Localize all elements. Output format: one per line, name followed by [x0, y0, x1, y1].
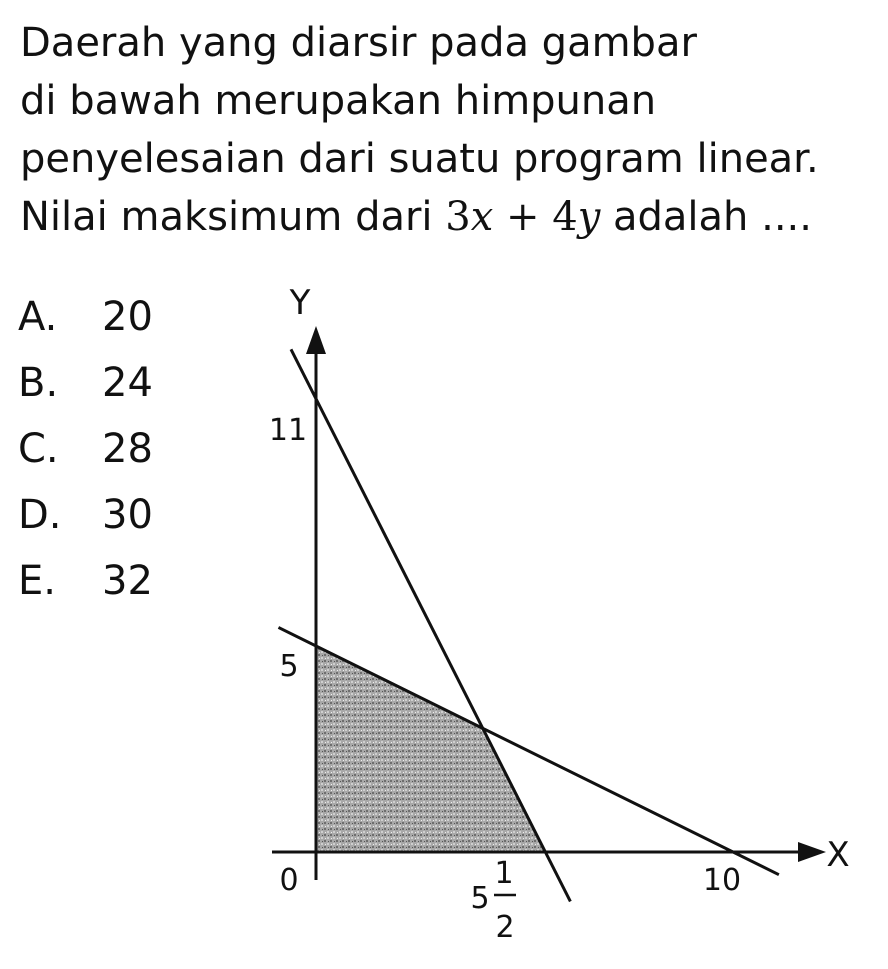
question-line-3: penyelesaian dari suatu program linear. [20, 136, 819, 182]
question-line-4-suffix: adalah .... [600, 194, 812, 240]
option-letter: C. [18, 426, 59, 472]
option-letter: E. [18, 558, 56, 604]
origin-label: 0 [279, 863, 299, 898]
expr-coef-2: 4 [552, 194, 578, 240]
y-tick-label-5: 5 [279, 649, 299, 684]
x-tick-label-numerator: 1 [494, 856, 514, 891]
option-letter: B. [18, 360, 59, 406]
y-axis-arrow-icon [306, 326, 326, 354]
expr-var-1: x [470, 194, 494, 240]
option-value: 28 [102, 426, 153, 472]
expr-coef-1: 3 [445, 194, 471, 240]
option-letter: A. [18, 294, 58, 340]
x-axis-label: X [826, 835, 850, 875]
x-axis-arrow-icon [798, 842, 826, 862]
option-value: 20 [102, 294, 153, 340]
shaded-region [316, 646, 545, 852]
option-value: 32 [102, 558, 153, 604]
x-tick-label-denominator: 2 [495, 910, 515, 945]
x-tick-label-10: 10 [702, 863, 742, 898]
option-letter: D. [18, 492, 62, 538]
option-value: 30 [102, 492, 153, 538]
y-axis-label: Y [289, 283, 311, 323]
question-line-1: Daerah yang diarsir pada gambar [20, 20, 697, 66]
question-line-4-prefix: Nilai maksimum dari [20, 194, 446, 240]
expr-operator: + [493, 194, 553, 240]
x-tick-label-whole: 5 [470, 881, 490, 916]
expr-var-2: y [577, 194, 601, 240]
option-value: 24 [102, 360, 153, 406]
question-line-2: di bawah merupakan himpunan [20, 78, 657, 124]
y-tick-label-11: 11 [268, 413, 308, 448]
